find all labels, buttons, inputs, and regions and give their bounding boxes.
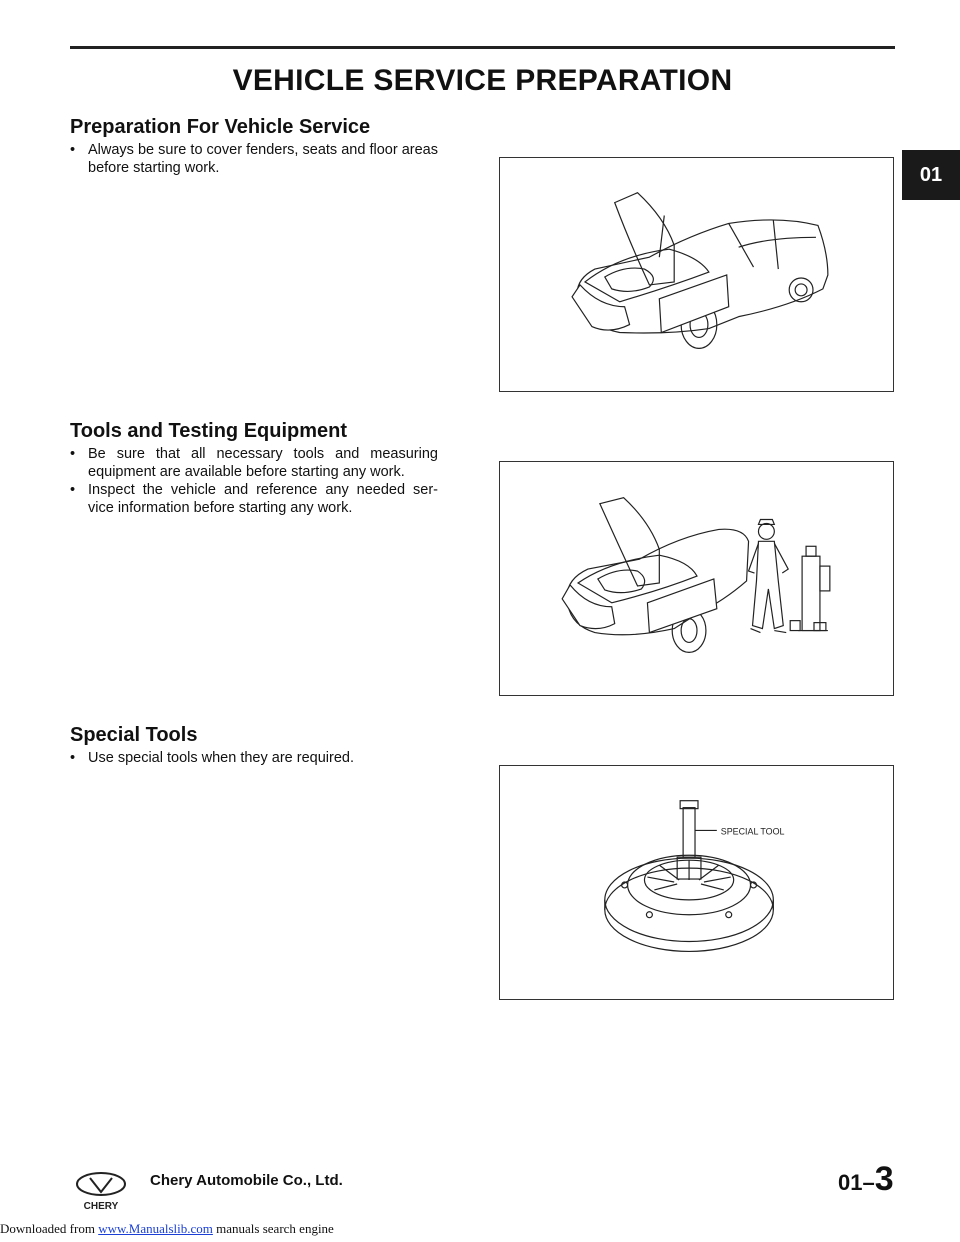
figure-special-tool	[499, 765, 894, 1000]
top-rule	[70, 46, 895, 49]
bullet-dot-icon: •	[70, 446, 76, 462]
bullet-dot-icon: •	[70, 142, 76, 158]
special-tool-clutch-illustration	[500, 766, 893, 999]
list-item: • Use special tools when they are required.	[70, 750, 354, 766]
manualslib-link[interactable]: www.Manualslib.com	[98, 1221, 213, 1236]
list-item: • Always be sure to cover fenders, seats and floor areas before starting work.	[70, 142, 438, 176]
car-fender-cover-illustration	[500, 158, 893, 391]
figure-fender-covers	[499, 157, 894, 392]
page-title: VEHICLE SERVICE PREPARATION	[232, 64, 733, 97]
list-item: • Be sure that all necessary tools and measuring equipment are available before starting any work.	[70, 446, 438, 480]
section-bullets-tools	[70, 445, 438, 517]
svg-text:CHERY: CHERY	[83, 1201, 119, 1212]
section-heading-special-tools: Special Tools	[70, 724, 198, 746]
section-bullets-preparation	[70, 141, 438, 177]
special-tool-callout: SPECIAL TOOL	[720, 826, 785, 837]
bullet-dot-icon: •	[70, 750, 76, 766]
chapter-tab: 01	[902, 150, 960, 200]
footer-company-name: Chery Automobile Co., Ltd.	[150, 1172, 343, 1189]
mechanic-car-illustration	[500, 462, 893, 695]
bullet-dot-icon: •	[70, 482, 76, 498]
download-notice: Downloaded from www.Manualslib.com manuals search engine	[0, 1221, 334, 1236]
section-heading-preparation: Preparation For Vehicle Service	[70, 116, 371, 138]
list-item: • Inspect the vehicle and reference any needed ser- vice information before starting any work.	[70, 482, 438, 516]
section-bullets-special-tools	[70, 749, 438, 767]
section-heading-tools: Tools and Testing Equipment	[70, 420, 348, 442]
chery-logo-icon	[72, 1168, 130, 1212]
page-number: 01–3	[838, 1160, 894, 1198]
figure-mechanic-equipment	[499, 461, 894, 696]
